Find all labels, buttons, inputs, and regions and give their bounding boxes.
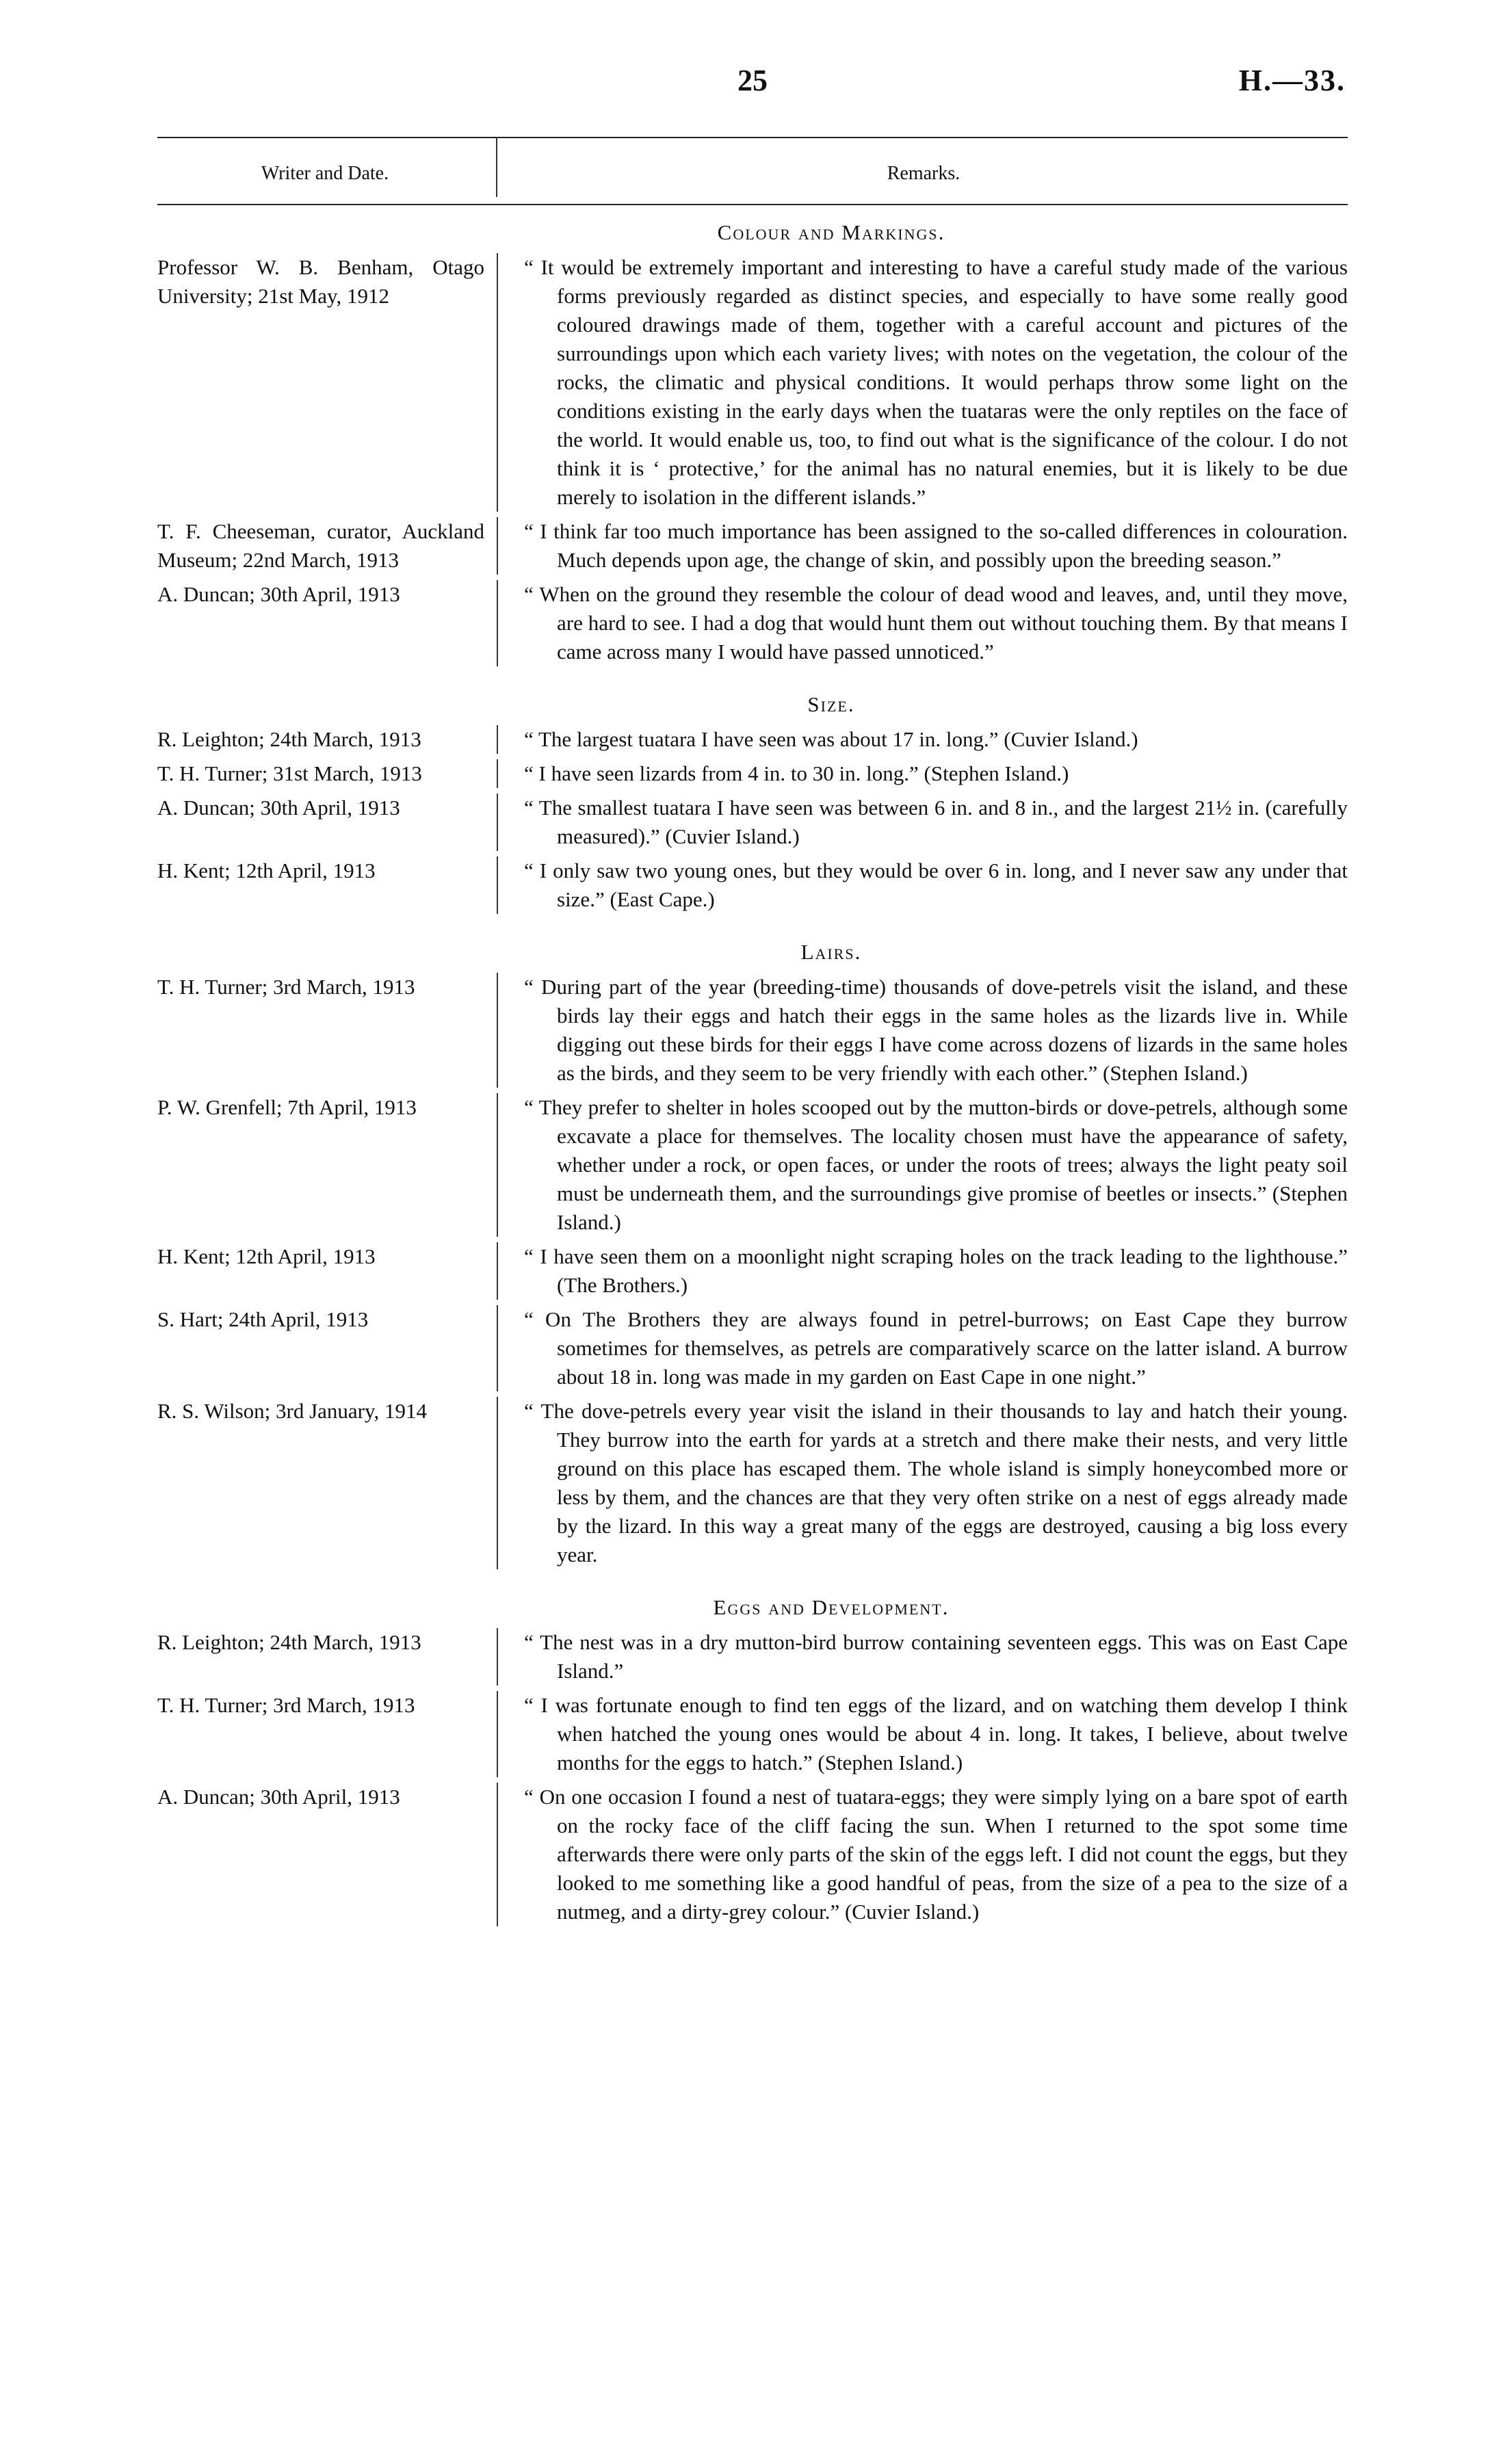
writer-cell: R. S. Wilson; 3rd January, 1914 xyxy=(157,1399,427,1423)
header-rule-bottom xyxy=(157,204,1348,205)
table-row xyxy=(157,1783,1348,1926)
section-title: Colour and Markings. xyxy=(717,220,945,244)
remark-text: “ The dove-petrels every year visit the island in their thousands to lay and hatch their young. They burrow into the earth for yards at a stretch and there make their nests, and very little ground on this place has escaped them. The whole island is simply honeycombed more or less by them, and the chances are that they very often strike on a nest of eggs already made by the lizard. In this way a great many of the eggs are destroyed, causing a big loss every year. xyxy=(524,1399,1348,1567)
table-row xyxy=(157,1397,1348,1569)
writer-cell: H. Kent; 12th April, 1913 xyxy=(157,859,376,882)
writer-cell: A. Duncan; 30th April, 1913 xyxy=(157,796,400,820)
section-size xyxy=(157,692,1348,914)
table-row xyxy=(157,725,1348,754)
page-number: 25 xyxy=(737,64,768,97)
remark-cell xyxy=(497,725,1348,754)
writer-cell: R. Leighton; 24th March, 1913 xyxy=(157,727,421,751)
table-row xyxy=(157,1242,1348,1300)
remark-cell xyxy=(497,1093,1348,1237)
table-body xyxy=(157,220,1348,1932)
section-eggs-and-development xyxy=(157,1595,1348,1926)
column-header-writer: Writer and Date. xyxy=(261,163,389,184)
remark-text: “ When on the ground they resemble the colour of dead wood and leaves, and, until they move, are hard to see. I had a dog that would hunt them out without touching them. By that means I came across many I would have passed unnoticed.” xyxy=(524,582,1348,664)
writer-cell: R. Leighton; 24th March, 1913 xyxy=(157,1630,421,1654)
table-row xyxy=(157,1305,1348,1391)
section-title: Size. xyxy=(807,692,855,716)
remark-text: “ The smallest tuatara I have seen was between 6 in. and 8 in., and the largest 21½ in. (carefully measured).” (Cuvier Island.) xyxy=(524,796,1348,848)
table-row xyxy=(157,1691,1348,1777)
remark-text: “ I only saw two young ones, but they would be over 6 in. long, and I never saw any under that size.” (East Cape.) xyxy=(524,859,1348,911)
table-row xyxy=(157,517,1348,575)
remark-text: “ It would be extremely important and interesting to have a careful study made of the various forms previously regarded as distinct species, and especially to have some really good coloured drawings made of them, together with a careful account and pictures of the surroundings upon which each variety lives; with notes on the vegetation, the colour of the rocks, the climatic and physical conditions. It would perhaps throw some light on the conditions existing in the early days when the tuataras were the only reptiles on the face of the world. It would enable us, too, to find out what is the significance of the colour. I do not think it is ‘ protective,’ for the animal has no natural enemies, but it is likely to be due merely to isolation in the different islands.” xyxy=(524,255,1348,509)
remark-text: “ On The Brothers they are always found in petrel-burrows; on East Cape they burrow sometimes for themselves, as petrels are comparatively scarce on the latter island. A burrow about 18 in. long was made in my garden on East Cape in one night.” xyxy=(524,1307,1348,1389)
remark-cell xyxy=(497,580,1348,666)
remark-text: “ The largest tuatara I have seen was about 17 in. long.” (Cuvier Island.) xyxy=(524,727,1138,751)
table-row xyxy=(157,973,1348,1088)
section-lairs xyxy=(157,940,1348,1569)
remark-cell xyxy=(497,759,1348,788)
header-column-divider xyxy=(496,137,497,197)
remark-cell xyxy=(497,1783,1348,1926)
table-row xyxy=(157,1628,1348,1686)
writer-cell: H. Kent; 12th April, 1913 xyxy=(157,1244,376,1268)
remark-cell xyxy=(497,1305,1348,1391)
remark-cell xyxy=(497,1397,1348,1569)
section-colour-and-markings xyxy=(157,220,1348,666)
remark-cell xyxy=(497,1242,1348,1300)
writer-cell: T. H. Turner; 3rd March, 1913 xyxy=(157,1693,415,1717)
writer-cell: Professor W. B. Benham, Otago University; 21st May, 1912 xyxy=(157,255,484,308)
remark-text: “ I was fortunate enough to find ten eggs of the lizard, and on watching them develop I think when hatched the young ones would be about 4 in. long. It takes, I believe, about twelve months for the eggs to hatch.” (Stephen Island.) xyxy=(524,1693,1348,1774)
table-row xyxy=(157,580,1348,666)
remark-cell xyxy=(497,1628,1348,1686)
remark-text: “ During part of the year (breeding-time) thousands of dove-petrels visit the island, and these birds lay their eggs and hatch their eggs in the same holes as the lizards live in. While digging out these birds for their eggs I have come across dozens of lizards in the same holes as the birds, and they seem to be very friendly with each other.” (Stephen Island.) xyxy=(524,975,1348,1085)
header-rule-top xyxy=(157,137,1348,138)
table-row xyxy=(157,253,1348,512)
column-header-remarks: Remarks. xyxy=(887,163,960,184)
remark-cell xyxy=(497,1691,1348,1777)
section-title: Lairs. xyxy=(800,940,862,964)
remark-text: “ I have seen them on a moonlight night scraping holes on the track leading to the lighthouse.” (The Brothers.) xyxy=(524,1244,1348,1297)
section-title: Eggs and Development. xyxy=(713,1595,950,1619)
remark-cell xyxy=(497,856,1348,914)
writer-cell: A. Duncan; 30th April, 1913 xyxy=(157,582,400,606)
remark-cell xyxy=(497,973,1348,1088)
remark-text: “ The nest was in a dry mutton-bird burrow containing seventeen eggs. This was on East Cape Island.” xyxy=(524,1630,1348,1683)
writer-cell: T. H. Turner; 3rd March, 1913 xyxy=(157,975,415,999)
writer-cell: S. Hart; 24th April, 1913 xyxy=(157,1307,369,1331)
remark-cell xyxy=(497,517,1348,575)
writer-cell: P. W. Grenfell; 7th April, 1913 xyxy=(157,1095,417,1119)
document-reference: H.—33. xyxy=(1238,64,1346,97)
writer-cell: T. F. Cheeseman, curator, Auckland Museum; 22nd March, 1913 xyxy=(157,519,484,572)
writer-cell: T. H. Turner; 31st March, 1913 xyxy=(157,761,422,785)
remark-text: “ On one occasion I found a nest of tuatara-eggs; they were simply lying on a bare spot of earth on the rocky face of the cliff facing the sun. When I returned to the spot some time afterwards there were only parts of the skin of the eggs left. I did not count the eggs, but they looked to me something like a good handful of peas, from the size of a pea to the size of a nutmeg, and a dirty-grey colour.” (Cuvier Island.) xyxy=(524,1785,1348,1924)
table-row xyxy=(157,759,1348,788)
remark-text: “ They prefer to shelter in holes scooped out by the mutton-birds or dove-petrels, although some excavate a place for themselves. The locality chosen must have the appearance of safety, whether under a rock, or open faces, or under the roots of trees; always the light peaty soil must be underneath them, and the surroundings give promise of beetles or insects.” (Stephen Island.) xyxy=(524,1095,1348,1234)
writer-cell: A. Duncan; 30th April, 1913 xyxy=(157,1785,400,1809)
remark-cell xyxy=(497,253,1348,512)
table-row xyxy=(157,1093,1348,1237)
remark-text: “ I think far too much importance has been assigned to the so-called differences in colouration. Much depends upon age, the change of skin, and possibly upon the breeding season.” xyxy=(524,519,1348,572)
remark-text: “ I have seen lizards from 4 in. to 30 in. long.” (Stephen Island.) xyxy=(524,761,1069,785)
table-row xyxy=(157,856,1348,914)
table-row xyxy=(157,794,1348,851)
remark-cell xyxy=(497,794,1348,851)
